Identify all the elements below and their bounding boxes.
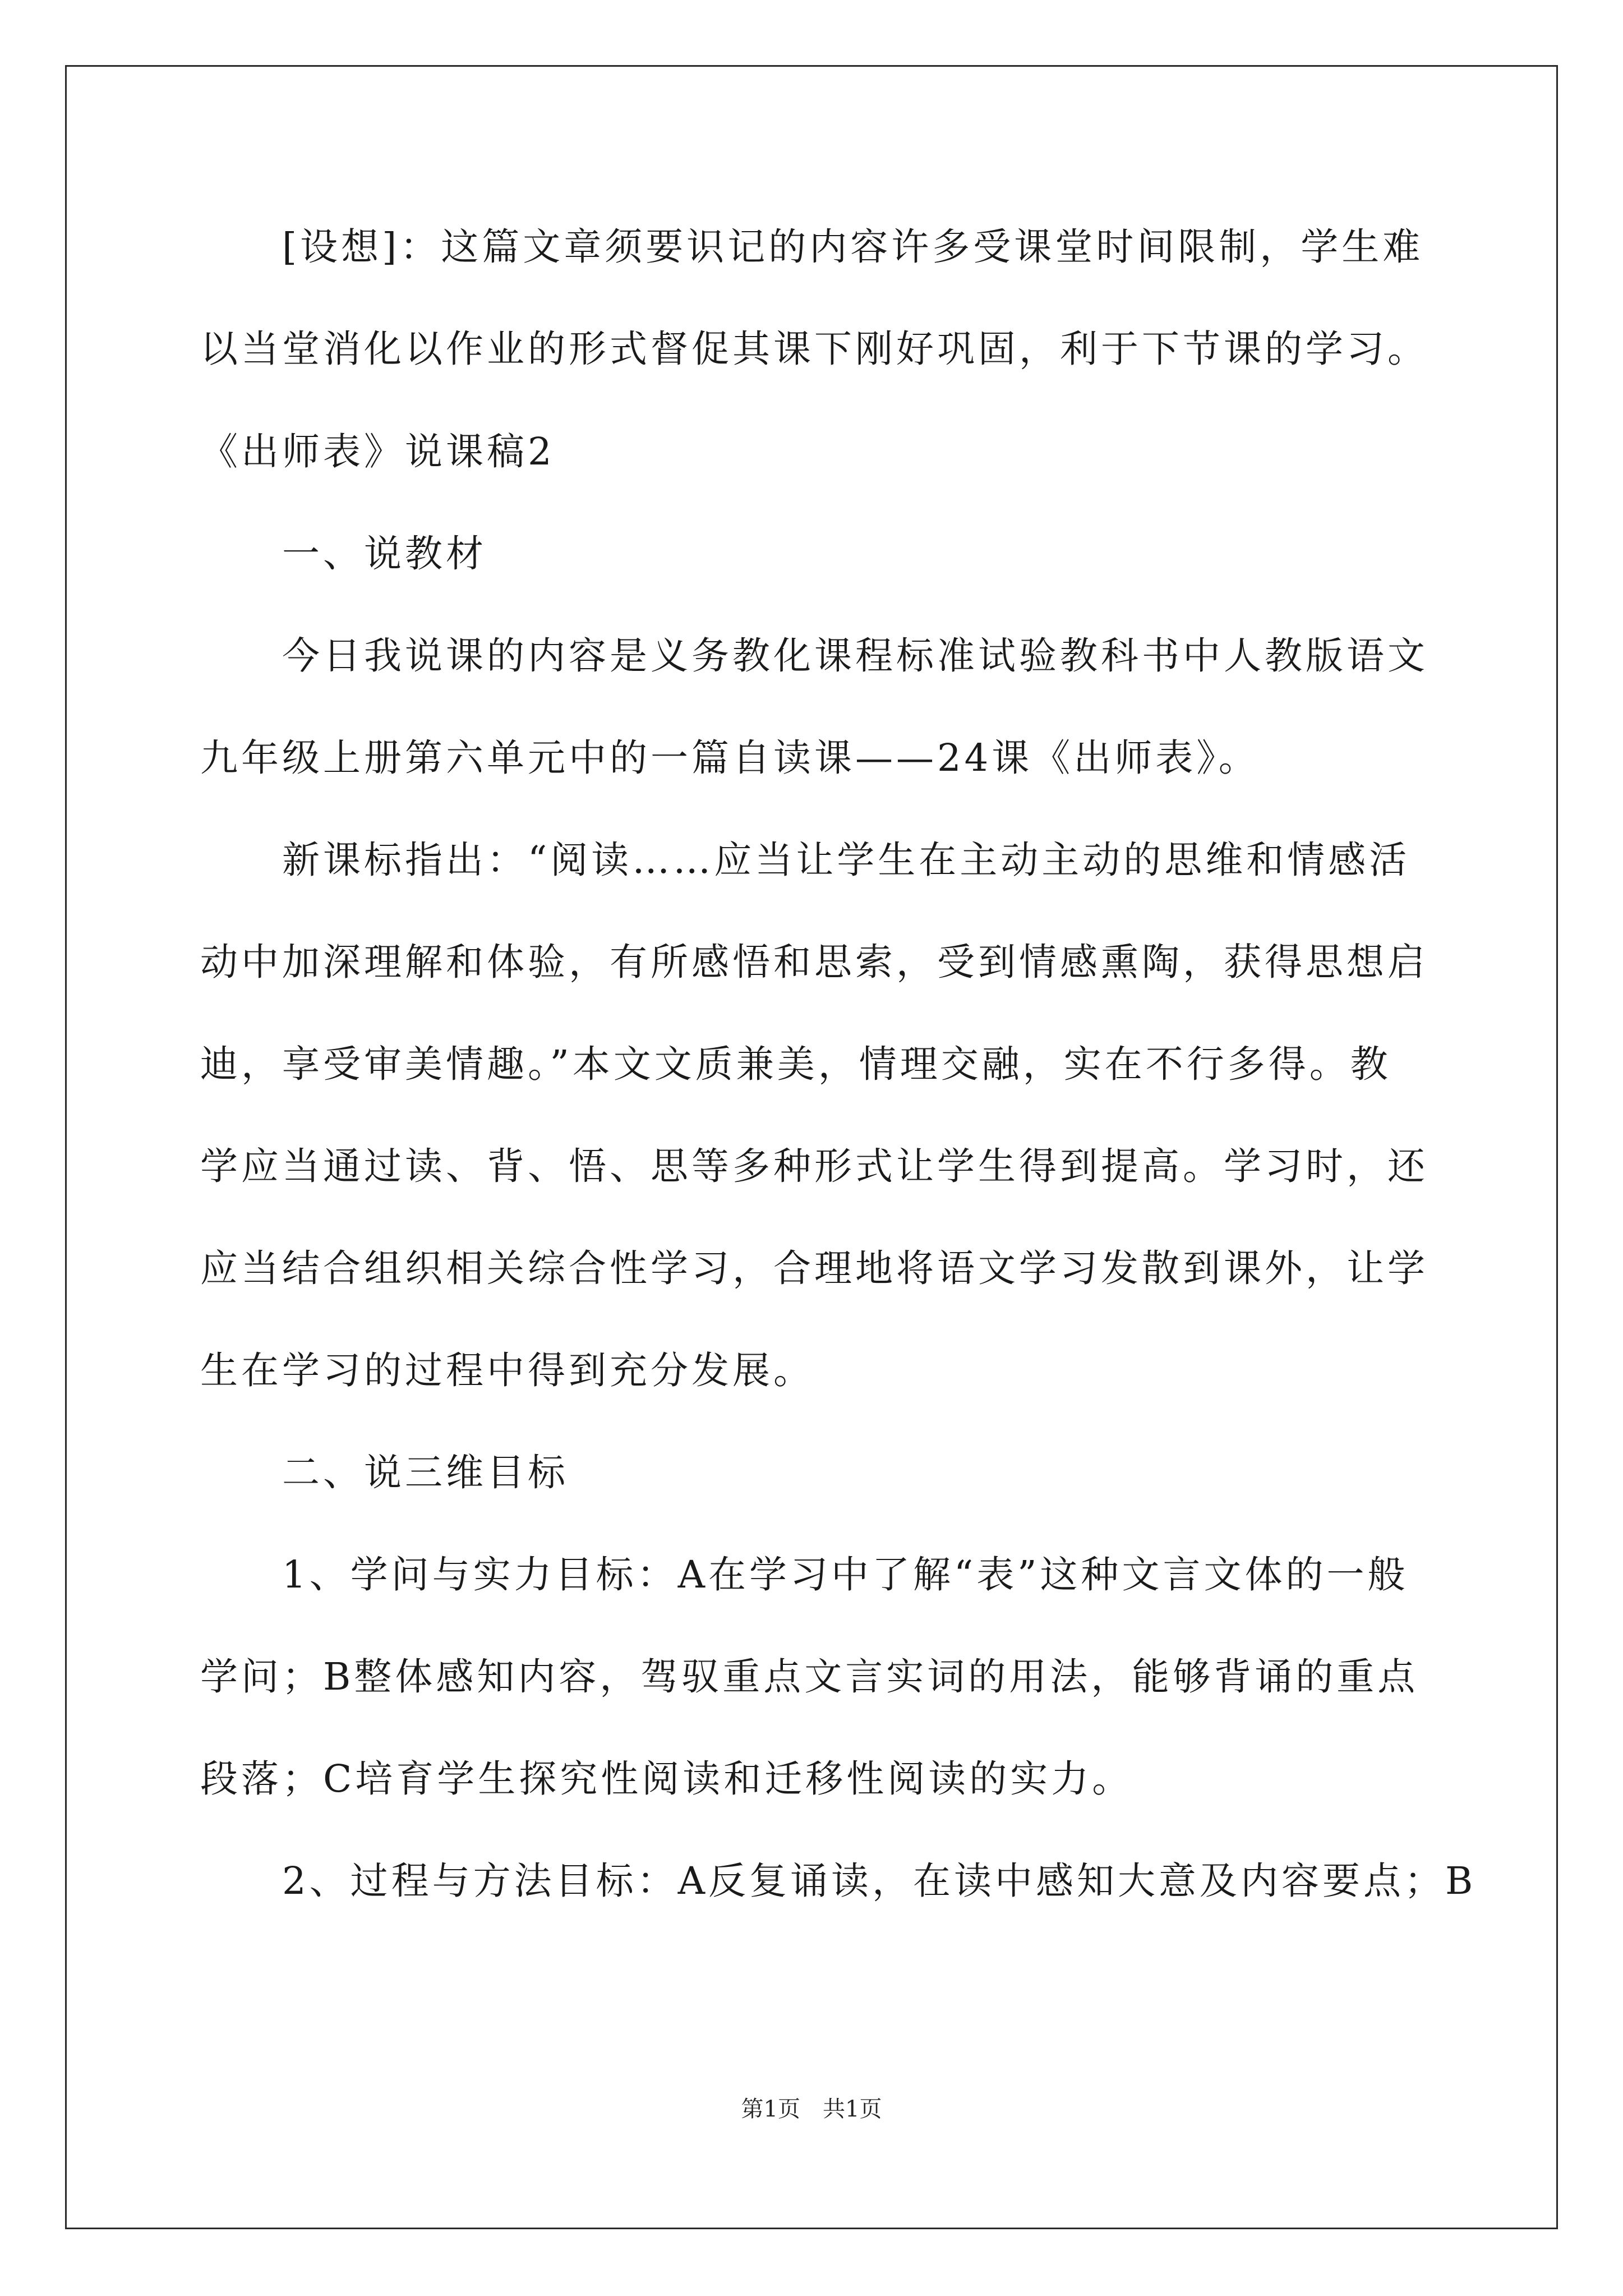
text-line: 1、学问与实力目标：A在学习中了解“表”这种文言文体的一般 bbox=[200, 1553, 1409, 1596]
text-line: [设想]：这篇文章须要识记的内容许多受课堂时间限制，学生难 bbox=[200, 225, 1424, 269]
text-line: 应当结合组织相关综合性学习，合理地将语文学习发散到课外，让学 bbox=[200, 1246, 1428, 1290]
section-heading: 二、说三维目标 bbox=[200, 1451, 569, 1494]
section-heading: 一、说教材 bbox=[200, 532, 487, 576]
text-line: 学应当通过读、背、悟、思等多种形式让学生得到提高。学习时，还 bbox=[200, 1144, 1428, 1188]
section-title: 《出师表》说课稿2 bbox=[200, 430, 555, 473]
text-line: 新课标指出：“阅读……应当让学生在主动主动的思维和情感活 bbox=[200, 838, 1410, 882]
text-line: 迪，享受审美情趣。”本文文质兼美，情理交融，实在不行多得。教 bbox=[200, 1042, 1391, 1086]
text-line: 2、过程与方法目标：A反复诵读，在读中感知大意及内容要点；B bbox=[200, 1859, 1477, 1903]
text-line: 今日我说课的内容是义务教化课程标准试验教科书中人教版语文 bbox=[200, 634, 1428, 678]
text-line: 动中加深理解和体验，有所感悟和思索，受到情感熏陶，获得思想启 bbox=[200, 940, 1428, 984]
text-line: 九年级上册第六单元中的一篇自读课——24课《出师表》。 bbox=[200, 736, 1260, 780]
text-line: 生在学习的过程中得到充分发展。 bbox=[200, 1349, 814, 1392]
text-line: 学问；B整体感知内容，驾驭重点文言实词的用法，能够背诵的重点 bbox=[200, 1655, 1419, 1699]
text-line: 段落；C培育学生探究性阅读和迁移性阅读的实力。 bbox=[200, 1757, 1133, 1801]
page-footer: 第1页 共1页 bbox=[741, 2096, 882, 2122]
text-line: 以当堂消化以作业的形式督促其课下刚好巩固，利于下节课的学习。 bbox=[200, 327, 1428, 371]
